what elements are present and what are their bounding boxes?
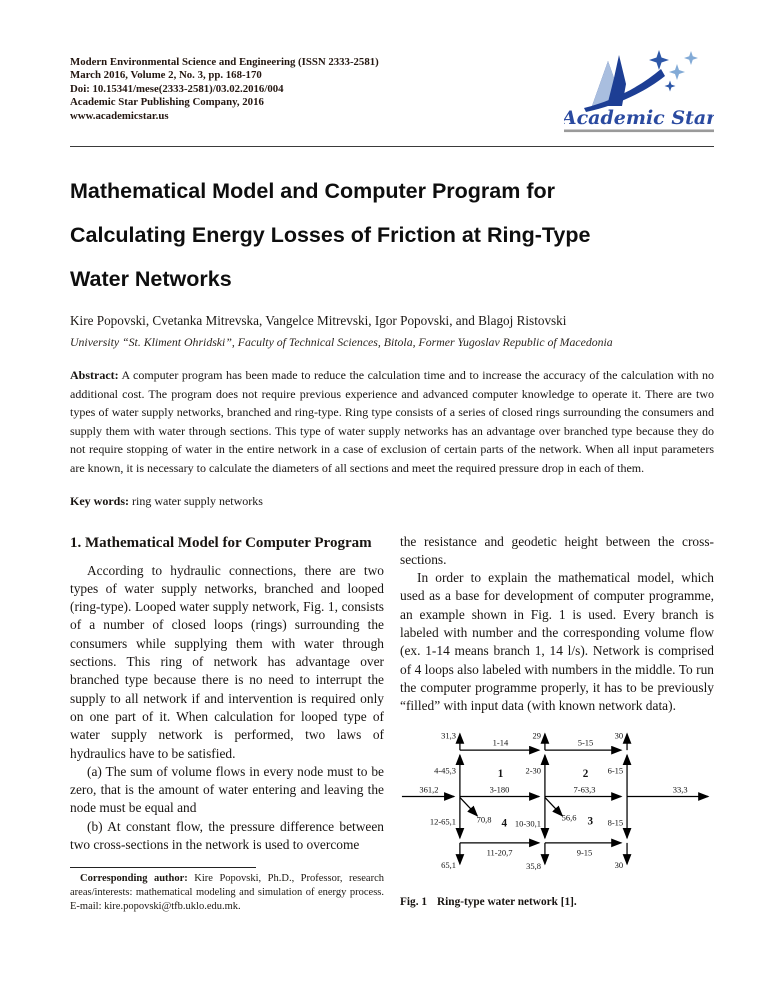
abstract-label: Abstract: [70,368,119,382]
corresponding-author-footnote [70,872,384,913]
journal-header [70,56,714,141]
branch-label: 4-45,3 [434,764,457,775]
branch-label: 3-180 [489,784,510,795]
loop-number: 2 [582,767,589,780]
body-paragraph: According to hydraulic connections, there are two types of water supply networks, branched and looped (ring-type). Looped water supply network, Fig. 1, consists of a number of closed loops (rings) surrounding the consumers while supplying them with water through sections. This ring of network has advantage over branched type because there is no need to interrupt the supply to all network if and intervention is required only on one part of it. When calculation for looped type of water supply network is performed, two laws of hydraulics have to be satisfied. [70,562,384,761]
flow-label: 31,3 [441,730,457,741]
flow-label: 30 [614,859,624,870]
footnote-label: Corresponding author: [80,873,188,885]
title-line: Water Networks [70,267,232,291]
header-divider [70,146,714,147]
branch-label: 2-30 [525,764,542,775]
right-column [400,533,714,914]
loop-number: 3 [587,815,594,828]
section-1-heading: 1. Mathematical Model for Computer Program [70,534,372,551]
ring-network-diagram [400,726,714,892]
logo-star-icon [649,50,669,70]
flow-label: 35,8 [526,860,542,871]
logo-wordmark: Academic Star [564,107,714,129]
branch-label: 1-14 [492,736,509,747]
journal-name-line: Modern Environmental Science and Engineering (ISSN 2333-2581) [70,56,379,68]
abstract-paragraph [70,366,714,478]
academic-star-logo-graphic [564,48,714,136]
figure-1-caption [400,893,714,911]
journal-doi-line: Doi: 10.15341/mese(2333-2581)/03.02.2016/004 [70,82,284,95]
flow-label: 65,1 [441,859,457,870]
flow-label: 29 [532,730,542,741]
footnote-text: Kire Popovski, Ph.D., Professor, research areas/interests: mathematical modeling and simulation of energy process. E-mail: kire.popovski@tfb.uklo.edu.mk. [70,873,384,912]
left-column [70,533,384,914]
keywords-label: Key words: [70,493,129,508]
abstract-text: A computer program has been made to reduce the calculation time and to increase the accuracy of the calculation with no additional cost. The program does not require previous experience and advanced computer knowledge to operate it. There are two types of water supply networks, branched and ring-type. Ring type consists of a series of closed rings surrounding the consumers and supply them with water through sections. This type of water supply networks has an advantage over branched type because they do not require stopping of water in the entire network in a case of exclusion of certain parts of the network. When all input parameters are known, it is necessary to calculate the diameters of all sections and meet the required pressure drop in each of them. [70,368,714,475]
flow-label: 56,6 [561,812,577,823]
diagonal-draw-right-line [545,797,562,815]
logo-star-icon [684,51,698,65]
authors-line: Kire Popovski, Cvetanka Mitrevska, Vangelce Mitrevski, Igor Popovski, and Blagoj Ristovski [70,313,567,328]
figure-caption-label: Fig. 1 [400,895,427,908]
loop-number: 1 [497,767,504,780]
figure-1 [400,726,714,911]
journal-issue-line: March 2016, Volume 2, No. 3, pp. 168-170 [70,69,262,82]
footnote-divider [70,867,256,868]
branch-label: 11-20,7 [486,846,513,857]
body-paragraph: In order to explain the mathematical model, which used as a base for development of computer programme, an example shown in Fig. 1 is used. Every branch is labeled with number and the corresponding volume flow (ex. 1-14 means branch 1, 14 l/s). Network is comprised of 4 loops also labeled with numbers in the middle. To run the computer programme properly, it has to be previously “filled” with input data (with known network data). [400,570,714,714]
logo-star-icon [665,81,676,92]
journal-info-block [70,56,379,123]
branch-label: 8-15 [607,817,624,828]
journal-publisher-line: Academic Star Publishing Company, 2016 [70,96,264,109]
journal-website-line: www.academicstar.us [70,109,169,122]
two-column-body [70,533,714,914]
body-paragraph: the resistance and geodetic height between the cross-sections. [400,533,714,567]
branch-label: 10-30,1 [514,818,542,829]
diagonal-draw-left-line [460,797,477,815]
flow-label: 33,3 [672,784,688,795]
branch-label: 7-63,3 [573,784,596,795]
network-pipes [402,733,708,863]
keywords-text: ring water supply networks [132,493,263,508]
paper-title [70,169,714,301]
branch-label: 6-15 [607,764,624,775]
keywords-line [70,494,714,509]
body-paragraph: (b) At constant flow, the pressure difference between two cross-sections in the network is used to overcome [70,818,384,853]
branch-label: 9-15 [576,846,593,857]
title-line: Mathematical Model and Computer Program for [70,179,556,203]
title-line: Calculating Energy Losses of Friction at Ring-Type [70,223,591,247]
loop-number: 4 [501,817,508,830]
affiliation-line: University “St. Kliment Ohridski”, Faculty of Technical Sciences, Bitola, Former Yugoslav Republic of Macedonia [70,335,613,349]
flow-label: 361,2 [419,784,439,795]
branch-label: 12-65,1 [429,816,457,827]
body-paragraph: (a) The sum of volume flows in every node must to be zero, that is the amount of water entering and leaving the node must be equal and [70,763,384,816]
flow-label: 70,8 [476,814,492,825]
branch-label: 5-15 [577,736,594,747]
figure-caption-text: Ring-type water network [1]. [437,895,577,908]
logo-underline [564,130,714,133]
logo-star-icon [669,64,685,80]
flow-label: 30 [614,730,624,741]
academic-star-logo [564,48,714,141]
